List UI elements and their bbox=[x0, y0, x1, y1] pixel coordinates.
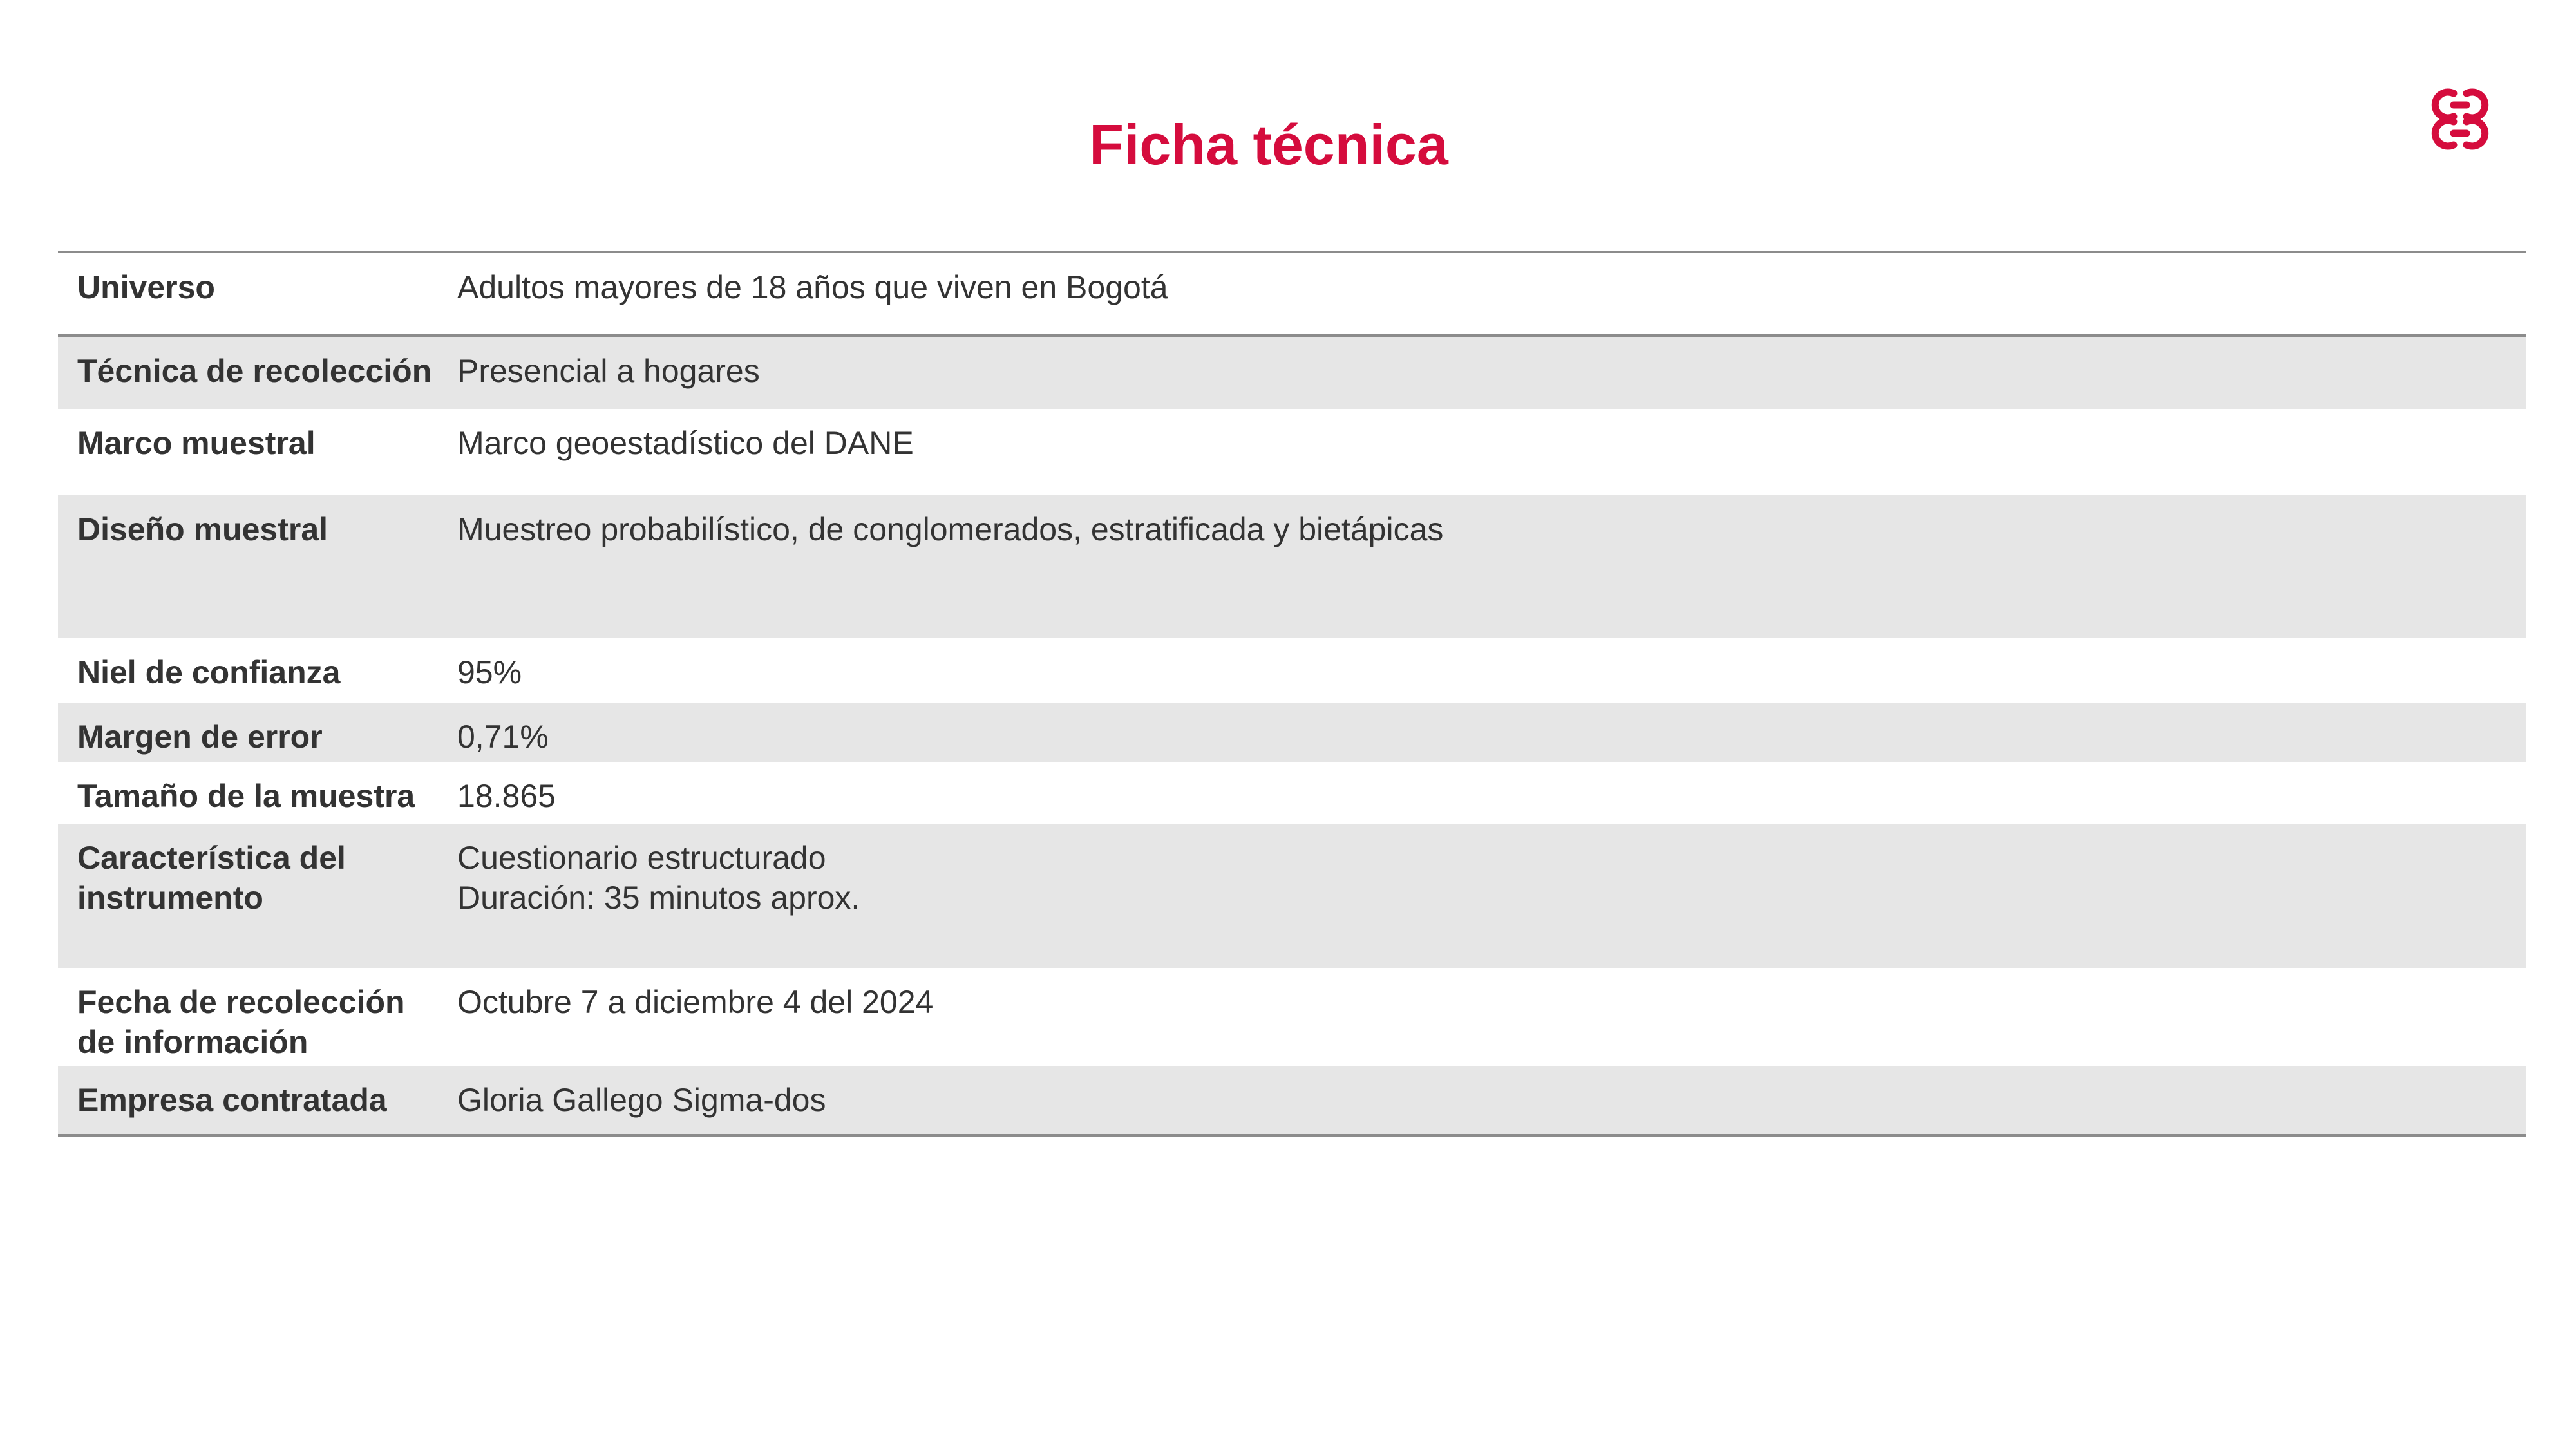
row-value: Octubre 7 a diciembre 4 del 2024 bbox=[457, 984, 934, 1020]
row-value: Marco geoestadístico del DANE bbox=[457, 425, 914, 461]
row-label: Característica del instrumento bbox=[77, 840, 346, 916]
table-row bbox=[58, 762, 2526, 824]
row-value: Muestreo probabilístico, de conglomerados, estratificada y bietápicas bbox=[457, 511, 1444, 547]
table-row bbox=[58, 638, 2526, 703]
brand-logo-icon bbox=[2428, 87, 2492, 151]
table-row bbox=[58, 824, 2526, 968]
row-label: Universo bbox=[77, 269, 215, 305]
row-label: Margen de error bbox=[77, 719, 323, 755]
row-label: Fecha de recolección de información bbox=[77, 984, 405, 1060]
row-label: Tamaño de la muestra bbox=[77, 778, 415, 814]
row-label: Empresa contratada bbox=[77, 1082, 387, 1118]
row-value: Cuestionario estructurado Duración: 35 minutos aprox. bbox=[457, 840, 860, 916]
row-label: Marco muestral bbox=[77, 425, 316, 461]
row-value: Presencial a hogares bbox=[457, 353, 760, 389]
table-row bbox=[58, 968, 2526, 1066]
table-row bbox=[58, 253, 2526, 337]
table-row bbox=[58, 495, 2526, 638]
row-label: Técnica de recolección bbox=[77, 353, 432, 389]
row-value: 0,71% bbox=[457, 719, 549, 755]
page-title: Ficha técnica bbox=[1089, 113, 1448, 176]
table-row bbox=[58, 337, 2526, 409]
table-row bbox=[58, 409, 2526, 495]
row-value: Adultos mayores de 18 años que viven en Bogotá bbox=[457, 269, 1168, 305]
row-value: 95% bbox=[457, 654, 522, 690]
table-row bbox=[58, 1066, 2526, 1134]
row-label: Diseño muestral bbox=[77, 511, 328, 547]
row-value: Gloria Gallego Sigma-dos bbox=[457, 1082, 826, 1118]
table-row bbox=[58, 703, 2526, 762]
row-value: 18.865 bbox=[457, 778, 556, 814]
tech-sheet-table bbox=[58, 251, 2526, 1137]
row-label: Niel de confianza bbox=[77, 654, 341, 690]
